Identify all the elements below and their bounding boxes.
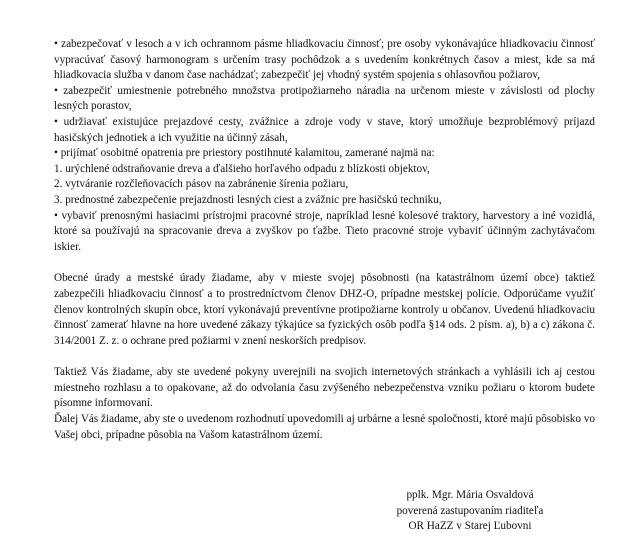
signature-name: pplk. Mgr. Mária Osvaldová [406, 489, 534, 501]
paragraph-municipalities: Obecné úrady a mestské úrady žiadame, aby v mieste svojej pôsobnosti (na katastrálnom území obce) taktiež zabezpečili hliadkovaciu činnosť a to prostredníctvom členov DHZ-O, prípadne mestskej polície. Odporúčame využiť členov kontrolných skupín obce, ktorí vykonávajú preventívne protipožiarne kontroly u občanov. Uvedenú hliadkovaciu činnosť zamerať hlavne na hore uvedené zákazy týkajúce sa fyzických osôb podľa §14 ods. 2 písm. a), b) a c) zákona č. 314/2001 Z. z. o ochrane pred požiarmi v znení neskorších predpisov. [54, 272, 595, 347]
paragraph-publish: Taktiež Vás žiadame, aby ste uvedené pokyny uverejnili na svojich internetových stránkach a vyhlásili ich aj cestou miestneho rozhlasu a to opakovane, až do odvolania času zvýšeného nebezpečenstva vzniku požiaru o ktorom budete písomne informovaní. [54, 366, 595, 410]
list-item-roads: • udržiavať existujúce prejazdové cesty, zvážnice a zdroje vody v stave, ktorý umožňuje bezproblémový príjazd hasičských jednotiek a ich využitie na účinný zásah, [54, 115, 595, 144]
paragraph-notify: Ďalej Vás žiadame, aby ste o uvedenom rozhodnutí upovedomili aj urbárne a lesné spoločnosti, ktoré majú pôsobisko vo Vašej obci, prípadne pôsobia na Vašom katastrálnom území. [54, 413, 595, 441]
signature-block [370, 488, 570, 535]
paragraph-spacer [54, 349, 595, 365]
paragraph-spacer [54, 255, 595, 271]
list-item-patrol: • zabezpečovať v lesoch a v ich ochrannom pásme hliadkovaciu činnosť; pre osoby vykonávajúce hliadkovaciu činnosť vypracúvať časový harmonogram s určením trasy pochôdzok a s uvedením konkrétnych časov a miest, kde sa má hliadkovacia služba v danom čase nachádzať; zabezpečiť jej vhodný systém spojenia s ohlasovňou požiarov, [54, 38, 595, 82]
signature-org: OR HaZZ v Starej Ľubovni [408, 520, 532, 533]
signature-role: poverená zastupovaním riaditeľa [396, 504, 544, 517]
document-body [54, 37, 595, 443]
list-item-calamity: • prijímať osobitné opatrenia pre priestory postihnuté kalamitou, zamerané najmä na: [54, 147, 435, 160]
list-item-tools: • zabezpečiť umiestnenie potrebného množstva protipožiarneho náradia na určenom mieste v závislosti od plochy lesných porastov, [54, 84, 595, 113]
list-item-sub-2: 2. vytváranie rozčleňovacích pásov na zabránenie šírenia požiaru, [54, 178, 349, 191]
list-item-sub-1: 1. urýchlené odstraňovanie dreva a ďalšieho horľavého odpadu z blízkosti objektov, [54, 162, 430, 175]
list-item-sub-3: 3. prednostné zabezpečenie prejazdnosti lesných ciest a zvážnic pre hasičskú techniku, [54, 193, 442, 206]
list-item-extinguishers: • vybaviť prenosnými hasiacimi prístrojmi pracovné stroje, napríklad lesné kolesové traktory, harvestory a iné vozidlá, ktoré sa používajú na spracovanie dreva a zvyškov po ťažbe. Tieto pracovné stroje vybaviť účinným zachytávačom iskier. [54, 209, 595, 253]
